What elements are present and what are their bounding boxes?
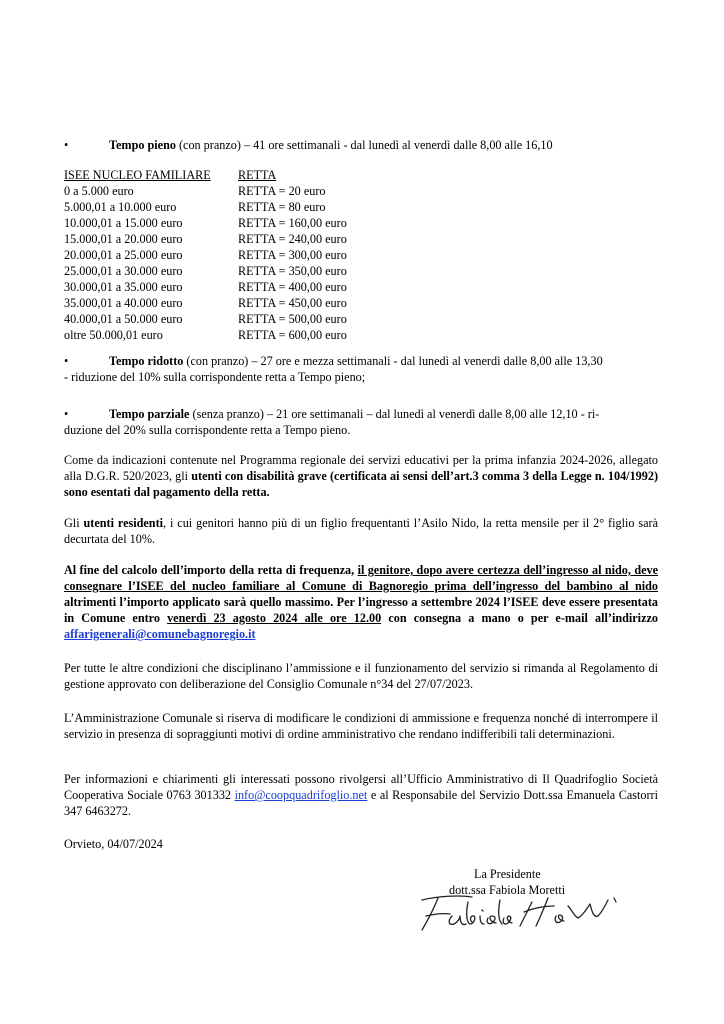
isee-deadline: venerdì 23 agosto 2024 alle ore 12.00 <box>167 611 382 625</box>
signature-role: La Presidente <box>474 867 541 881</box>
table-row <box>64 215 464 231</box>
retta-cell: RETTA = 400,00 euro <box>238 280 347 294</box>
isee-range-cell: 20.000,01 a 25.000 euro <box>64 248 183 262</box>
table-header-isee: ISEE NUCLEO FAMILIARE <box>64 168 211 182</box>
table-row <box>64 263 464 279</box>
paragraph-informazioni: Per informazioni e chiarimenti gli interessati possono rivolgersi all’Ufficio Amministrativo di Il Quadrifoglio Società Cooperativa Sociale 0763 301332 info@coopquadrifoglio.net e al Responsabile del Servizio Dott.ssa Emanuela Castorri 347 6463272. <box>64 772 658 818</box>
paragraph-disabilita: Come da indicazioni contenute nel Programma regionale dei servizi educativi per la prima infanzia 2024-2026, allegato alla D.G.R. 520/2023, gli utenti con disabilità grave (certificata ai sensi dell’art.3 comma 3 della Legge n. 104/1992) sono esentati dal pagamento della retta. <box>64 453 659 499</box>
isee-range-cell: 0 a 5.000 euro <box>64 184 134 198</box>
paragraph-isee: Al fine del calcolo dell’importo della retta di frequenza, il genitore, dopo avere certezza dell’ingresso al nido, deve consegnare l’ISEE del nucleo familiare al Comune di Bagnoregio prima dell’ingresso del bambino al nido altrimenti l’importo applicato sarà quello massimo. Per l’ingresso a settembre 2024 l’ISEE deve essere presentata in Comune entro venerdì 23 agosto 2024 alle ore 12.00 con consegna a mano o per e-mail all’indirizzo affarigenerali@comunebagnoregio.it <box>64 563 659 641</box>
retta-cell: RETTA = 600,00 euro <box>238 328 347 342</box>
isee-underlined-instruction: il genitore, dopo avere certezza dell’ingresso al nido, deve consegnare l’ISEE del nucleo familiare al Comune di Bagnoregio prima dell’ingresso del bambino al nido <box>64 563 659 593</box>
place-date: Orvieto, 04/07/2024 <box>64 837 163 851</box>
table-row <box>64 247 464 263</box>
retta-cell: RETTA = 80 euro <box>238 200 326 214</box>
email-coop-link[interactable]: info@coopquadrifoglio.net <box>234 788 368 802</box>
table-row <box>64 199 464 215</box>
tempo-pieno-label: Tempo pieno <box>109 138 176 152</box>
table-row <box>64 311 464 327</box>
residenti-bold: utenti residenti <box>83 516 164 530</box>
tempo-parziale-desc: (senza pranzo) – 21 ore settimanali – dal lunedì al venerdì dalle 8,00 alle 12,10 - ri- <box>189 407 600 421</box>
bullet-icon: • <box>64 138 69 152</box>
bullet-icon: • <box>64 407 69 421</box>
isee-range-cell: 15.000,01 a 20.000 euro <box>64 232 183 246</box>
retta-cell: RETTA = 450,00 euro <box>238 296 347 310</box>
bullet-icon: • <box>64 354 69 368</box>
isee-range-cell: 10.000,01 a 15.000 euro <box>64 216 183 230</box>
paragraph-residenti: Gli utenti residenti, i cui genitori hanno più di un figlio frequentanti l’Asilo Nido, la retta mensile per il 2° figlio sarà decurtata del 10%. <box>64 516 658 546</box>
isee-range-cell: 5.000,01 a 10.000 euro <box>64 200 177 214</box>
table-header-row <box>64 167 464 183</box>
retta-cell: RETTA = 20 euro <box>238 184 326 198</box>
table-row <box>64 279 464 295</box>
tempo-parziale-continuation: duzione del 20% sulla corrispondente retta a Tempo pieno. <box>64 423 351 437</box>
retta-cell: RETTA = 300,00 euro <box>238 248 347 262</box>
isee-range-cell: 40.000,01 a 50.000 euro <box>64 312 183 326</box>
isee-range-cell: 35.000,01 a 40.000 euro <box>64 296 183 310</box>
signature-name: dott.ssa Fabiola Moretti <box>449 883 566 897</box>
isee-range-cell: 25.000,01 a 30.000 euro <box>64 264 183 278</box>
retta-cell: RETTA = 160,00 euro <box>238 216 347 230</box>
paragraph-amministrazione: L’Amministrazione Comunale si riserva di modificare le condizioni di ammissione e frequenza nonché di interrompere il servizio in presenza di sopraggiunti motivi di ordine amministrativo che rendano indifferibili tali determinazioni. <box>64 711 658 741</box>
paragraph-regolamento: Per tutte le altre condizioni che disciplinano l’ammissione e il funzionamento del servizio si rimanda al Regolamento di gestione approvato con deliberazione del Consiglio Comunale n°34 del 27/07/2023. <box>64 661 658 691</box>
table-row <box>64 295 464 311</box>
retta-cell: RETTA = 240,00 euro <box>238 232 347 246</box>
disabilita-bold: utenti con disabilità grave (certificata ai sensi dell’art.3 comma 3 della Legge n. 104/1992) sono esentati dal pagamento della retta. <box>64 469 659 499</box>
tempo-ridotto-desc: (con pranzo) – 27 ore e mezza settimanali - dal lunedì al venerdì dalle 8,00 alle 13,30 <box>183 354 603 368</box>
retta-cell: RETTA = 350,00 euro <box>238 264 347 278</box>
table-row <box>64 327 464 343</box>
table-row <box>64 183 464 199</box>
tempo-ridotto-label: Tempo ridotto <box>109 354 184 368</box>
handwritten-signature <box>408 886 638 936</box>
retta-cell: RETTA = 500,00 euro <box>238 312 347 326</box>
isee-range-cell: 30.000,01 a 35.000 euro <box>64 280 183 294</box>
table-header-retta: RETTA <box>238 168 277 182</box>
table-row <box>64 231 464 247</box>
tempo-pieno-desc: (con pranzo) – 41 ore settimanali - dal lunedì al venerdì dalle 8,00 alle 16,10 <box>175 138 553 152</box>
tempo-parziale-label: Tempo parziale <box>109 407 190 421</box>
tempo-ridotto-continuation: - riduzione del 10% sulla corrispondente retta a Tempo pieno; <box>64 370 366 384</box>
isee-range-cell: oltre 50.000,01 euro <box>64 328 163 342</box>
isee-fee-table <box>64 167 464 343</box>
email-affari-generali-link[interactable]: affarigenerali@comunebagnoregio.it <box>64 627 256 641</box>
